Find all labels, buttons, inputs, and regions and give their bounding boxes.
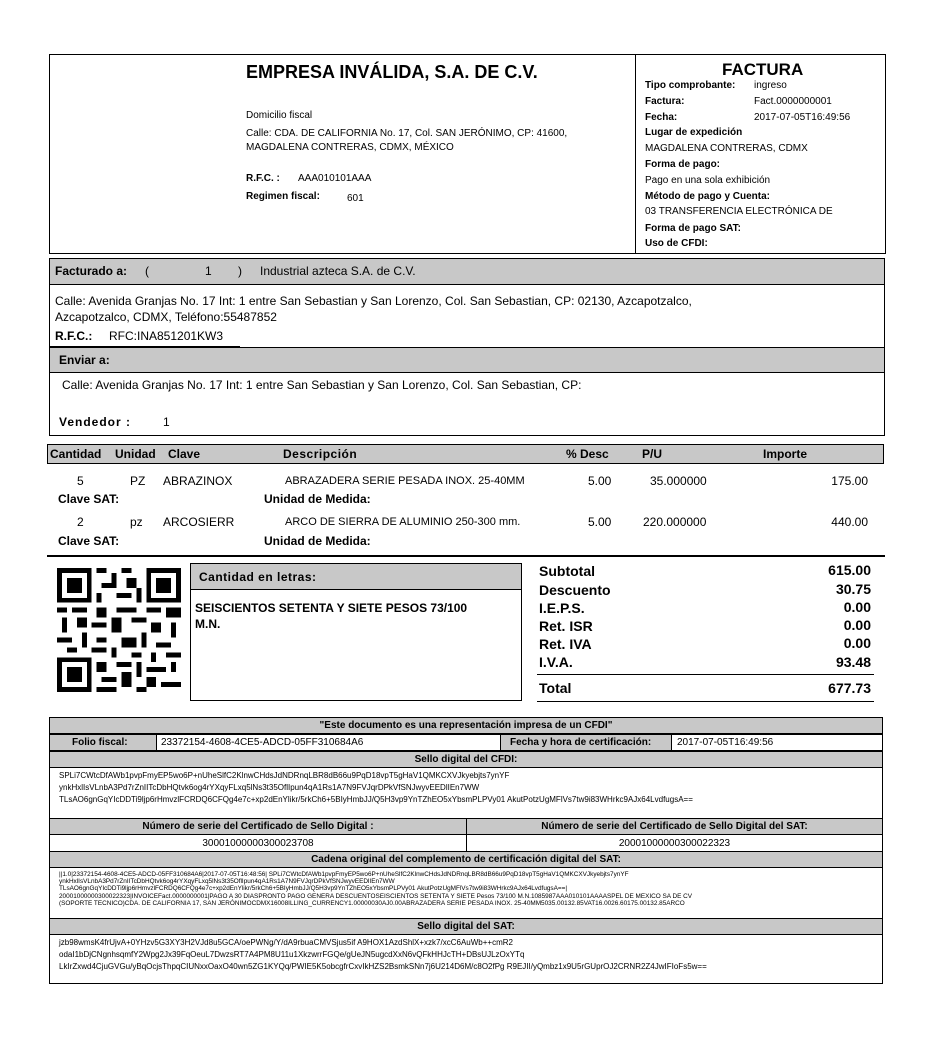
item-pu: 35.000000 [650,474,707,488]
ret-iva-value: 0.00 [843,635,871,651]
col-desc: % Desc [566,447,609,461]
fecha-cert-label: Fecha y hora de certificación: [510,737,652,748]
item-cantidad: 2 [77,515,84,529]
enviar-address: Calle: Avenida Granjas No. 17 Int: 1 entre San Sebastian y San Lorenzo, Col. San Sebastian, CP: [62,378,582,392]
iva-value: 93.48 [835,654,871,670]
serie-cert-label-cell [49,818,467,835]
forma-sat-label: Forma de pago SAT: [645,223,741,234]
forma-label: Forma de pago: [645,159,721,170]
lugar-label: Lugar de expedición [645,127,743,138]
item-cantidad: 5 [77,474,84,488]
fecha-cert-label-cell [500,734,672,751]
subtotal-label: Subtotal [539,563,595,579]
cadena-line: (SOPORTE TECNICO)CDA. DE CALIFORNIA 17, SAN JERÓNIMOCDMX16008ILLING_CURRENCY1.00000030AJ0.00ABRAZADERA SERIE PESADA INOX. 25-40MM5035.00132.85VAT16.0026.60175.00132.85ARCO [59,900,685,907]
item-clave-sat-label: Clave SAT: [58,492,120,506]
fecha-value: 2017-07-05T16:49:56 [754,112,851,123]
vendedor-value: 1 [163,415,170,429]
item-unidad: pz [130,515,143,529]
sello-sat-bar [49,918,883,935]
client-rfc-label: R.F.C.: [55,329,93,343]
cadena-line: ||1.0|23372154-4608-4CE5-ADCD-05FF310684A6|2017-07-05T16:48:56| SPLi7CWtcDfAWb1pvpFmyEP5wo6P+nUheSlfC2KlnwCHdsJdNDRnqLBR8dB66u9PqD18vpT5gHaV1QMKCXVJkyebjts7ynYF [59,871,629,878]
serie-sat-label-cell [466,818,883,835]
item-importe: 175.00 [831,474,868,488]
item-unidad-medida-label: Unidad de Medida: [264,492,371,506]
item-descripcion: ABRAZADERA SERIE PESADA INOX. 25-40MM [285,475,525,487]
ieps-label: I.E.P.S. [539,600,585,616]
col-unidad: Unidad [115,447,156,461]
serie-cert-value-cell [49,834,467,852]
facturado-paren-close: ) [238,264,242,278]
item-desc: 5.00 [588,474,612,488]
tipo-label: Tipo comprobante: [645,80,736,91]
sello-cfdi-line: SPLi7CWtcDfAWb1pvpFmyEP5wo6P+nUheSlfC2KlnwCHdsJdNDRnqLBR8dB66u9PqD18vpT5gHaV1QMKCXVJkyebjts7ynYF [59,771,510,780]
company-rfc-label: R.F.C. : [246,173,280,184]
serie-cert-value: 30001000000300023708 [202,838,314,849]
company-rfc-value: AAA010101AAA [298,173,372,184]
client-address-line2: Azcapotzalco, CDMX, Teléfono:55487852 [55,310,277,324]
cadena-line: ynkHxlIsVLnbA3Pd7rZnIITcDbHQtvk6og4rYXqyFLxq5lNs3t35OflIpun4qA1Rs1A7N9FVJqrDPkVfSNJwyvEEDlIEn7WW [59,878,395,885]
item-pu: 220.000000 [643,515,707,529]
metodo-value: 03 TRANSFERENCIA ELECTRÓNICA DE [645,206,833,217]
folio-label-cell [49,734,157,751]
iva-label: I.V.A. [539,654,573,670]
sello-cfdi-bar [49,751,883,768]
item-unidad-medida-label: Unidad de Medida: [264,534,371,548]
sello-sat-line: jzb98wmsK4frUjvA+0YHzv5G3XY3H2VJd8u5GCA/oePWNg/Y/dA9rbuaCMVSjus5if A9HOX1AzdShlX+xzk7/xcC6AuWb++cmR2 [59,938,513,947]
col-pu: P/U [642,447,663,461]
sello-cfdi-line: TLsAO6gnGqYIcDDTi9ljp6rHmvzlFCRDQ6CFQg4e7c+xp2dEnYlikr/5rkCh6+5BIyHmbJJ/Q5H3vp9YnTZhEO5xYbsmPLPVy01 AkutPotzUgMFlVs7tw9i83WHrkc9AJx64LvdfugsA== [59,795,693,804]
col-clave: Clave [168,447,201,461]
total-value: 677.73 [828,680,871,696]
letras-label: Cantidad en letras: [199,570,317,584]
item-desc: 5.00 [588,515,612,529]
enviar-header-bar [50,347,884,373]
letras-line1: SEISCIENTOS SETENTA Y SIETE PESOS 73/100 [195,601,468,615]
cfdi-title: "Este documento es una representación impresa de un CFDI" [319,720,613,731]
facturado-label: Facturado a: [55,264,128,278]
sello-sat-line: odaI1bDjCNgnhsqmfY2Wpg2Jx39FqOeuL7DwzsRT7A4PM8U11u1XkzwrrFGQe/gUeJN5ugcdXxN6vQFkHHJcTH+DBsUJLzOxYTq [59,950,525,959]
fecha-cert-value: 2017-07-05T16:49:56 [677,737,774,748]
total-rule-top [537,674,874,675]
item-descripcion: ARCO DE SIERRA DE ALUMINIO 250-300 mm. [285,516,521,528]
domicilio-label: Domicilio fiscal [246,110,313,121]
cfdi-title-bar [49,717,883,734]
folio-value-cell [156,734,501,751]
lugar-value: MAGDALENA CONTRERAS, CDMX [645,143,808,154]
regimen-label: Regimen fiscal: [246,191,320,202]
facturado-paren-open: ( [145,264,149,278]
factura-label: Factura: [645,96,685,107]
letras-line2: M.N. [195,617,221,631]
factura-title: FACTURA [722,60,804,79]
col-cantidad: Cantidad [50,447,102,461]
enviar-label: Enviar a: [59,353,110,367]
descuento-label: Descuento [539,582,611,598]
item-importe: 440.00 [831,515,868,529]
qr-code [55,568,183,692]
descuento-value: 30.75 [835,581,871,597]
sello-sat-line: LkIrZxwd4CjuGVGu/yBqOcjsThpqCIUNxxOaxO40wn5ZG1KYQq/PWIE5K5obcgfrCxvIkHZS2BsmkSNn7j6U214D6M/c8O2fPg R9EJII/yQmbz1x9U5rGUprOJ2CRNR2Z4JwIFIoFs5w== [59,962,707,971]
client-rfc-value: RFC:INA851201KW3 [109,329,224,343]
subtotal-value: 615.00 [828,562,871,578]
tipo-value: ingreso [754,80,787,91]
item-clave: ARCOSIERR [163,515,235,529]
total-rule-bottom [537,701,874,702]
fecha-cert-value-cell [671,734,883,751]
col-descripcion: Descripción [283,447,358,461]
metodo-label: Método de pago y Cuenta: [645,191,770,202]
folio-value: 23372154-4608-4CE5-ADCD-05FF310684A6 [161,737,364,748]
ret-iva-label: Ret. IVA [539,636,592,652]
cadena-line: 20001000000300022323|INVOICEFact.0000000001|PAGO A 30 DIASPRONTO PAGO GENERA DESCUENTOSEISCIENTOS SETENTA Y SIETE Pesos 73/100 M.N.1085987AAA010101AAAASPEL DE MEXICO SA DE CV [59,893,692,900]
facturado-header-bar [50,259,884,285]
sello-cfdi-line: ynkHxlIsVLnbA3Pd7rZnIITcDbHQtvk6og4rYXqyFLxq5lNs3t35OflIpun4qA1Rs1A7N9FVJqrDPkVfSNJwyvEEDlIEn7WW [59,783,480,792]
uso-cfdi-label: Uso de CFDI: [645,238,708,249]
serie-sat-value-cell [466,834,883,852]
cadena-label: Cadena original del complemento de certificación digital del SAT: [311,854,621,865]
company-name: EMPRESA INVÁLIDA, S.A. DE C.V. [246,62,538,82]
col-importe: Importe [763,447,808,461]
serie-cert-label: Número de serie del Certificado de Sello Digital : [142,821,374,832]
serie-sat-value: 20001000000300022323 [618,838,731,849]
items-bottom-rule [47,555,885,557]
item-clave-sat-label: Clave SAT: [58,534,120,548]
sello-sat-label: Sello digital del SAT: [417,921,515,932]
item-clave: ABRAZINOX [163,474,233,488]
fecha-label: Fecha: [645,112,678,123]
forma-value: Pago en una sola exhibición [645,175,771,186]
folio-label: Folio fiscal: [72,737,128,748]
client-address-line1: Calle: Avenida Granjas No. 17 Int: 1 entre San Sebastian y San Lorenzo, Col. San Sebastian, CP: 02130, Azcapotzalco, [55,294,692,308]
regimen-value: 601 [347,193,364,204]
facturado-number: 1 [205,264,212,278]
item-unidad: PZ [130,474,146,488]
ieps-value: 0.00 [843,599,871,615]
company-address-line2: MAGDALENA CONTRERAS, CDMX, MÉXICO [246,142,454,153]
total-label: Total [539,680,572,696]
vendedor-label: Vendedor : [59,415,132,429]
ret-isr-label: Ret. ISR [539,618,593,634]
ret-isr-value: 0.00 [843,617,871,633]
factura-value: Fact.0000000001 [754,96,832,107]
client-name: Industrial azteca S.A. de C.V. [260,264,416,278]
header-divider [635,55,636,253]
cadena-bar [49,851,883,868]
company-address-line1: Calle: CDA. DE CALIFORNIA No. 17, Col. SAN JERÓNIMO, CP: 41600, [246,128,568,139]
sello-cfdi-label: Sello digital del CFDI: [414,754,518,765]
cadena-line: TLsAO6gnGqYIcDDTi9ljp6rHmvzlFCRDQ6CFQg4e7c+xp2dEnYlikr/5rkCh6+5BIyHmbJJ/Q5H3vp9YnTZhEO5xYbsmPLPVy01 AkutPotzUgMFlVs7tw9i83WHrkc9AJx64LvdfugsA==| [59,885,568,892]
serie-sat-label: Número de serie del Certificado de Sello Digital del SAT: [541,821,808,832]
